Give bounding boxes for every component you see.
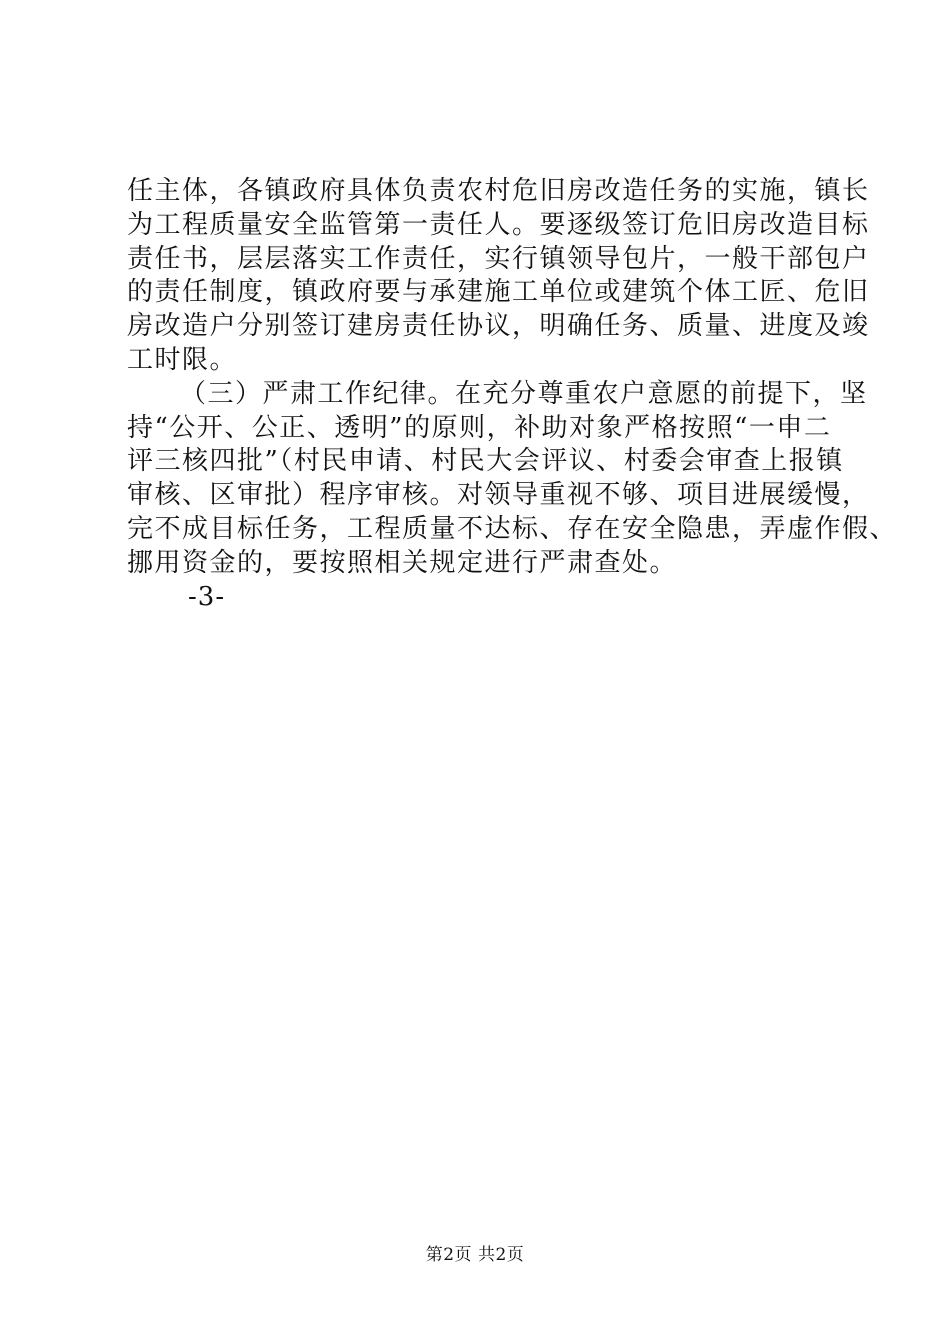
body-text-line: 工时限。	[127, 345, 238, 375]
body-text-line: 任主体，各镇政府具体负责农村危旧房改造任务的实施，镇长	[127, 176, 870, 206]
body-text-line: 持“公开、公正、透明”的原则，补助对象严格按照“一申二	[127, 413, 832, 443]
body-text-line: 挪用资金的，要按照相关规定进行严肃查处。	[127, 548, 678, 578]
body-text-line: 为工程质量安全监管第一责任人。要逐级签订危旧房改造目标	[127, 210, 870, 240]
inner-page-number: -3-	[188, 582, 226, 612]
body-text-line: 完不成目标任务，工程质量不达标、存在安全隐患，弄虚作假、	[127, 514, 898, 544]
section-heading-line: （三）严肃工作纪律。在充分尊重农户意愿的前提下，坚	[180, 379, 868, 409]
body-text-line: 评三核四批”（村民申请、村民大会评议、村委会审查上报镇	[127, 446, 844, 476]
body-text-line: 的责任制度，镇政府要与承建施工单位或建筑个体工匠、危旧	[127, 277, 870, 307]
body-text-line: 责任书，层层落实工作责任，实行镇领导包片，一般干部包户	[127, 244, 870, 274]
body-text-line: 审核、区审批）程序审核。对领导重视不够、项目进展缓慢，	[127, 480, 870, 510]
body-text-line: 房改造户分别签订建房责任协议，明确任务、质量、进度及竣	[127, 311, 870, 341]
page-footer: 第2页 共2页	[425, 1245, 525, 1265]
